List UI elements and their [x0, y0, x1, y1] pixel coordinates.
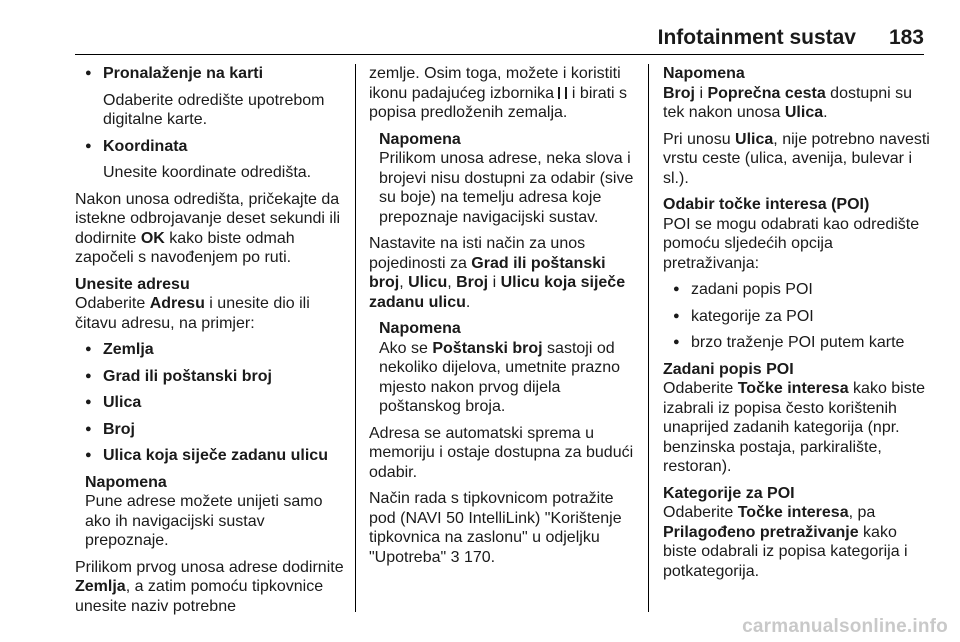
page-number: 183 [888, 26, 924, 49]
page-header [0, 0, 960, 58]
list-item: ● kategorije za POI [663, 307, 933, 327]
paragraph: Nakon unosa odredišta, pričekajte da istekne odbrojavanje deset sekundi ili dodirnite OK kako biste odmah započeli s navođenjem po ruti. [75, 190, 341, 266]
page-reference-arrow[interactable]: 3 [450, 548, 460, 566]
list-item: ● Grad ili poštanski broj [75, 367, 347, 387]
note-box [75, 473, 347, 551]
paragraph: zemlje. Osim toga, možete i koristiti ikonu padajućeg izbornika i birati s popisa predloženih zemalja. [369, 65, 628, 121]
list-item: ● Broj [75, 420, 347, 440]
column-left [75, 64, 347, 623]
paragraph: Odaberite Adresu i unesite dio ili čitavu adresu, na primjer: [75, 295, 310, 332]
note-text: Broj i Poprečna cesta dostupni su tek nakon unosa Ulica. [663, 84, 913, 121]
subheading: Kategorije za POI [663, 484, 795, 502]
note-title: Napomena [663, 65, 745, 82]
paragraph: POI se mogu odabrati kao odredište pomoću sljedećih opcija pretraživanja: [663, 215, 920, 272]
paragraph: Nastavite na isti način za unos pojedinosti za Grad ili poštanski broj, Ulicu, Broj i Ulicu koja siječe zadanu ulicu. [369, 235, 626, 311]
note-text: Ako se Poštanski broj sastoji od nekoliko dijelova, umetnite prazno mjesto nakon prvog dijela poštanskog broja. [379, 339, 621, 415]
note-text: Pune adrese možete unijeti samo ako ih navigacijski sustav prepoznaje. [85, 493, 323, 549]
paragraph: Način rada s tipkovnicom potražite pod (NAVI 50 IntelliLink) "Korištenje tipkovnica na zaslonu" u odjeljku "Upotreba" 3 170. [369, 490, 622, 566]
section-title: Infotainment sustav [657, 26, 856, 49]
list-item: ● Zemlja [75, 340, 347, 360]
note-box [369, 319, 641, 417]
header-rule [75, 54, 924, 55]
column-right [663, 64, 933, 588]
list-item: ● zadani popis POI [663, 280, 933, 300]
note-text: Pri unosu Ulica, nije potrebno navesti vrstu ceste (ulica, avenija, bulevar i sl.). [663, 130, 930, 187]
subheading: Unesite adresu [75, 275, 190, 293]
list-item: ● Ulica koja siječe zadanu ulicu [75, 446, 347, 466]
list-item: ● Ulica [75, 393, 347, 413]
paragraph: Adresa se automatski sprema u memoriju i ostaje dostupna za budući odabir. [369, 424, 634, 481]
list-item-text: Unesite koordinate odredišta. [103, 164, 312, 181]
paragraph: Odaberite Točke interesa, pa Prilagođeno pretraživanje kako biste odabrali iz popisa kategorija i potkategorija. [663, 504, 908, 580]
watermark: carmanualsonline.info [742, 616, 948, 637]
subheading: Zadani popis POI [663, 360, 794, 378]
list-item: ● Koordinata [75, 137, 347, 157]
note-title: Napomena [85, 473, 167, 491]
subheading: Odabir točke interesa (POI) [663, 196, 870, 213]
list-item: ● brzo traženje POI putem karte [663, 333, 933, 353]
note-title: Napomena [379, 130, 461, 148]
note-box [369, 130, 641, 228]
paragraph: Odaberite Točke interesa kako biste izabrali iz popisa često korištenih unaprijed zadanih kategorija (npr. benzinska postaja, parkiralište, restoran). [663, 380, 926, 475]
note-text: Prilikom unosa adrese, neka slova i brojevi nisu dostupni za odabir (sive su boje) na temelju adresa koje prepoznaje navigacijski sustav. [379, 150, 634, 226]
list-item: ● Pronalaženje na karti [75, 64, 347, 84]
column-divider [648, 64, 649, 612]
list-item-text: Odaberite odredište upotrebom digitalne karte. [103, 91, 325, 128]
column-divider [355, 64, 356, 612]
note-title: Napomena [379, 320, 461, 337]
column-middle [369, 64, 641, 574]
paragraph: Prilikom prvog unosa adrese dodirnite Zemlja, a zatim pomoću tipkovnice unesite naziv potrebne [75, 558, 344, 615]
